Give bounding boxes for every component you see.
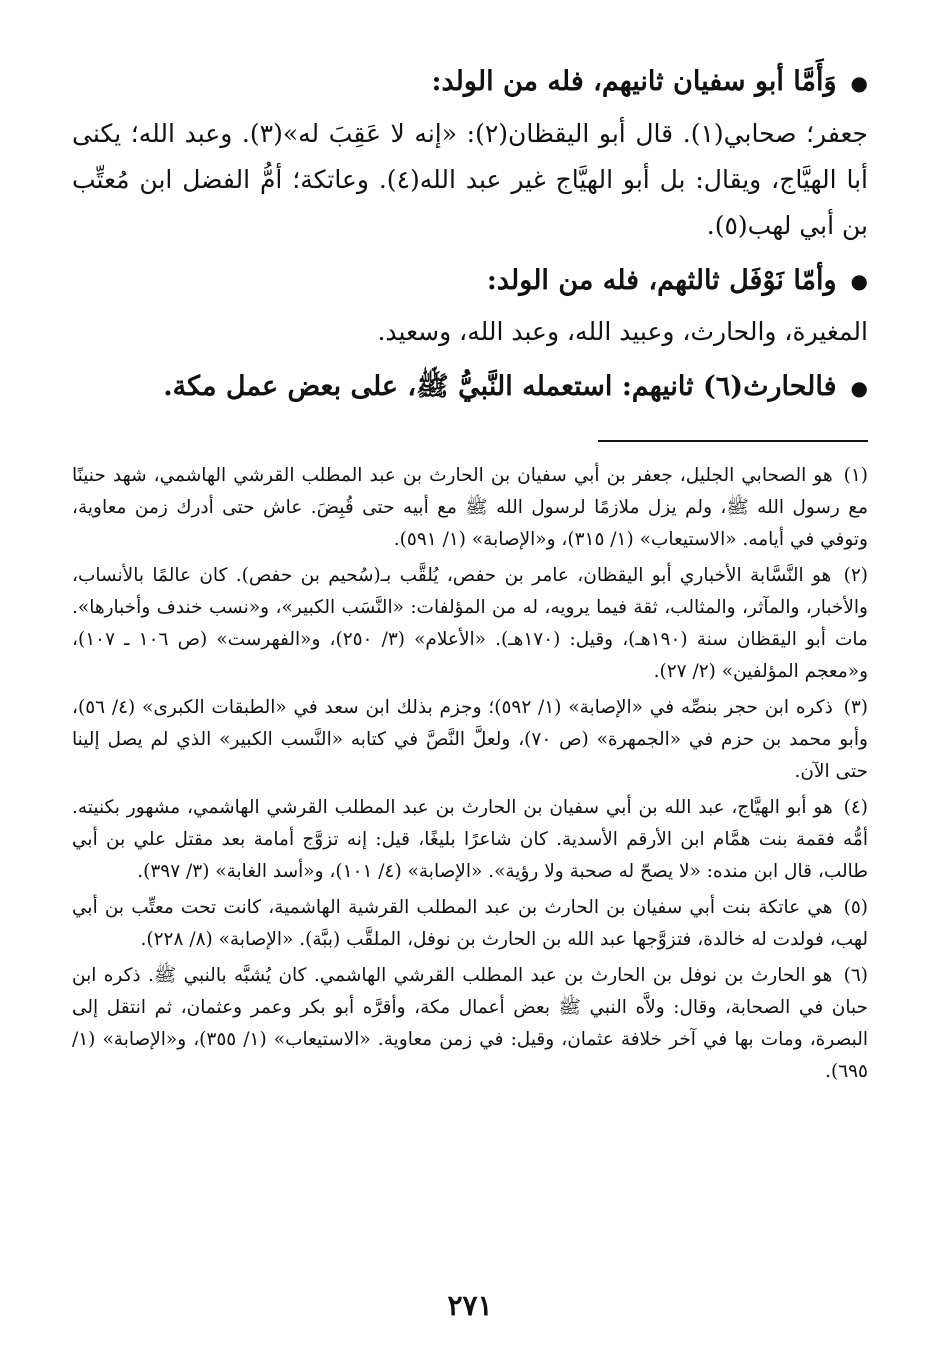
paragraph-abu-sufyan-children: جعفر؛ صحابي(١). قال أبو اليقظان(٢): «إنه لا عَقِبَ له»(٣). وعبد الله؛ يكنى أبا الهيَّاج، ويقال: بل أبو الهيَّاج غير عبد الله(٤). وعاتكة؛ أمُّ الفضل ابن مُعتِّب بن أبي لهب(٥). bbox=[72, 118, 868, 240]
footnote-1 bbox=[72, 460, 868, 556]
footnote-number: (٢) bbox=[843, 564, 868, 586]
footnote-4 bbox=[72, 792, 868, 888]
footnote-2 bbox=[72, 560, 868, 688]
heading-text: وَأَمَّا أبو سفيان ثانيهم، فله من الولد: bbox=[431, 66, 837, 97]
footnote-text: ذكره ابن حجر بنصِّه في «الإصابة» (١/ ٥٩٢)؛ وجزم بذلك ابن سعد في «الطبقات الكبرى» (٤/ ٥٦)، وأبو محمد بن حزم في «الجمهرة» (ص ٧٠)، ولعلَّ النَّصَّ في كتابه «النَّسب الكبير» الذي لم يصل إلينا حتى الآن. bbox=[72, 696, 868, 782]
page-number: ٢٧١ bbox=[447, 1289, 493, 1322]
heading-text: فالحارث(٦) ثانيهم: استعمله النَّبيُّ ﷺ، على بعض عمل مكة. bbox=[163, 371, 837, 402]
footnote-text: هي عاتكة بنت أبي سفيان بن الحارث بن عبد المطلب القرشية الهاشمية، كانت تحت معتِّب بن أبي لهب، فولدت له خالدة، فتزوَّجها عبد الله بن الحارث بن نوفل، الملقَّب (ببَّة). «الإصابة» (٨/ ٢٢٨). bbox=[72, 896, 868, 950]
footnote-5 bbox=[72, 892, 868, 956]
section-heading-nawfal bbox=[72, 259, 868, 304]
footnote-text: هو أبو الهيَّاج، عبد الله بن أبي سفيان بن الحارث بن عبد المطلب القرشي الهاشمي، مشهور بكنيته. أمُّه فقمة بنت همَّام ابن الأرقم الأسدية. كان شاعرًا بليغًا، قيل: إنه تزوَّج أمامة بعد مقتل علي بن أبي طالب، قال ابن منده: «لا يصحّ له صحبة ولا رؤية». «الإصابة» (٤/ ١٠١)، و«أسد الغابة» (٣/ ٣٩٧). bbox=[72, 796, 868, 882]
section-heading-abu-sufyan bbox=[72, 60, 868, 105]
paragraph-nawfal-children: المغيرة، والحارث، وعبيد الله، وعبد الله، وسعيد. bbox=[377, 317, 868, 346]
heading-text: وأمّا نَوْفَل ثالثهم، فله من الولد: bbox=[486, 264, 837, 296]
bullet-icon: ● bbox=[850, 70, 868, 95]
footnote-3 bbox=[72, 692, 868, 788]
footnote-6 bbox=[72, 960, 868, 1088]
footnote-number: (٦) bbox=[843, 964, 868, 986]
footnote-number: (٥) bbox=[843, 896, 868, 918]
section-heading-harith bbox=[72, 365, 868, 410]
bullet-icon: ● bbox=[850, 269, 868, 293]
footnote-text: هو الصحابي الجليل، جعفر بن أبي سفيان بن الحارث بن عبد المطلب القرشي الهاشمي، شهد حنينًا مع رسول الله ﷺ، ولم يزل ملازمًا لرسول الله ﷺ مع أبيه حتى قُبِضَ. عاش حتى أدرك زمن معاوية، وتوفي في أيامه. «الاستيعاب» (١/ ٣١٥)، و«الإصابة» (١/ ٥٩١). bbox=[72, 464, 868, 550]
footnote-number: (١) bbox=[843, 464, 868, 486]
footnote-text: هو الحارث بن نوفل بن الحارث بن عبد المطلب القرشي الهاشمي. كان يُشبَّه بالنبي ﷺ. ذكره ابن حبان في الصحابة، وقال: ولاَّه النبي ﷺ بعض أعمال مكة، وأقرَّه أبو بكر وعمر وعثمان، ثم انتقل إلى البصرة، ومات بها في آخر خلافة عثمان، وقيل: في زمن معاوية. «الاستيعاب» (١/ ٣٥٥)، و«الإصابة» (١/ ٦٩٥). bbox=[72, 964, 868, 1082]
footnotes bbox=[72, 460, 868, 1088]
footnote-divider bbox=[598, 440, 868, 442]
bullet-icon: ● bbox=[850, 375, 868, 400]
footnote-text: هو النَّسَّابة الأخباري أبو اليقظان، عامر بن حفص، يُلقَّب بـ(سُحيم بن حفص). كان عالمًا بالأنساب، والأخبار، والمآثر، والمثالب، ثقة فيما يرويه، له من المؤلفات: «النَّسَب الكبير»، و«نسب خندف وأخبارها». مات أبو اليقظان سنة (١٩٠هـ)، وقيل: (١٧٠هـ). «الأعلام» (٣/ ٢٥٠)، و«الفهرست» (ص ١٠٦ ـ ١٠٧)، و«معجم المؤلفين» (٢/ ٢٧). bbox=[72, 564, 868, 682]
footnote-number: (٤) bbox=[843, 796, 868, 818]
footnote-number: (٣) bbox=[843, 696, 868, 718]
